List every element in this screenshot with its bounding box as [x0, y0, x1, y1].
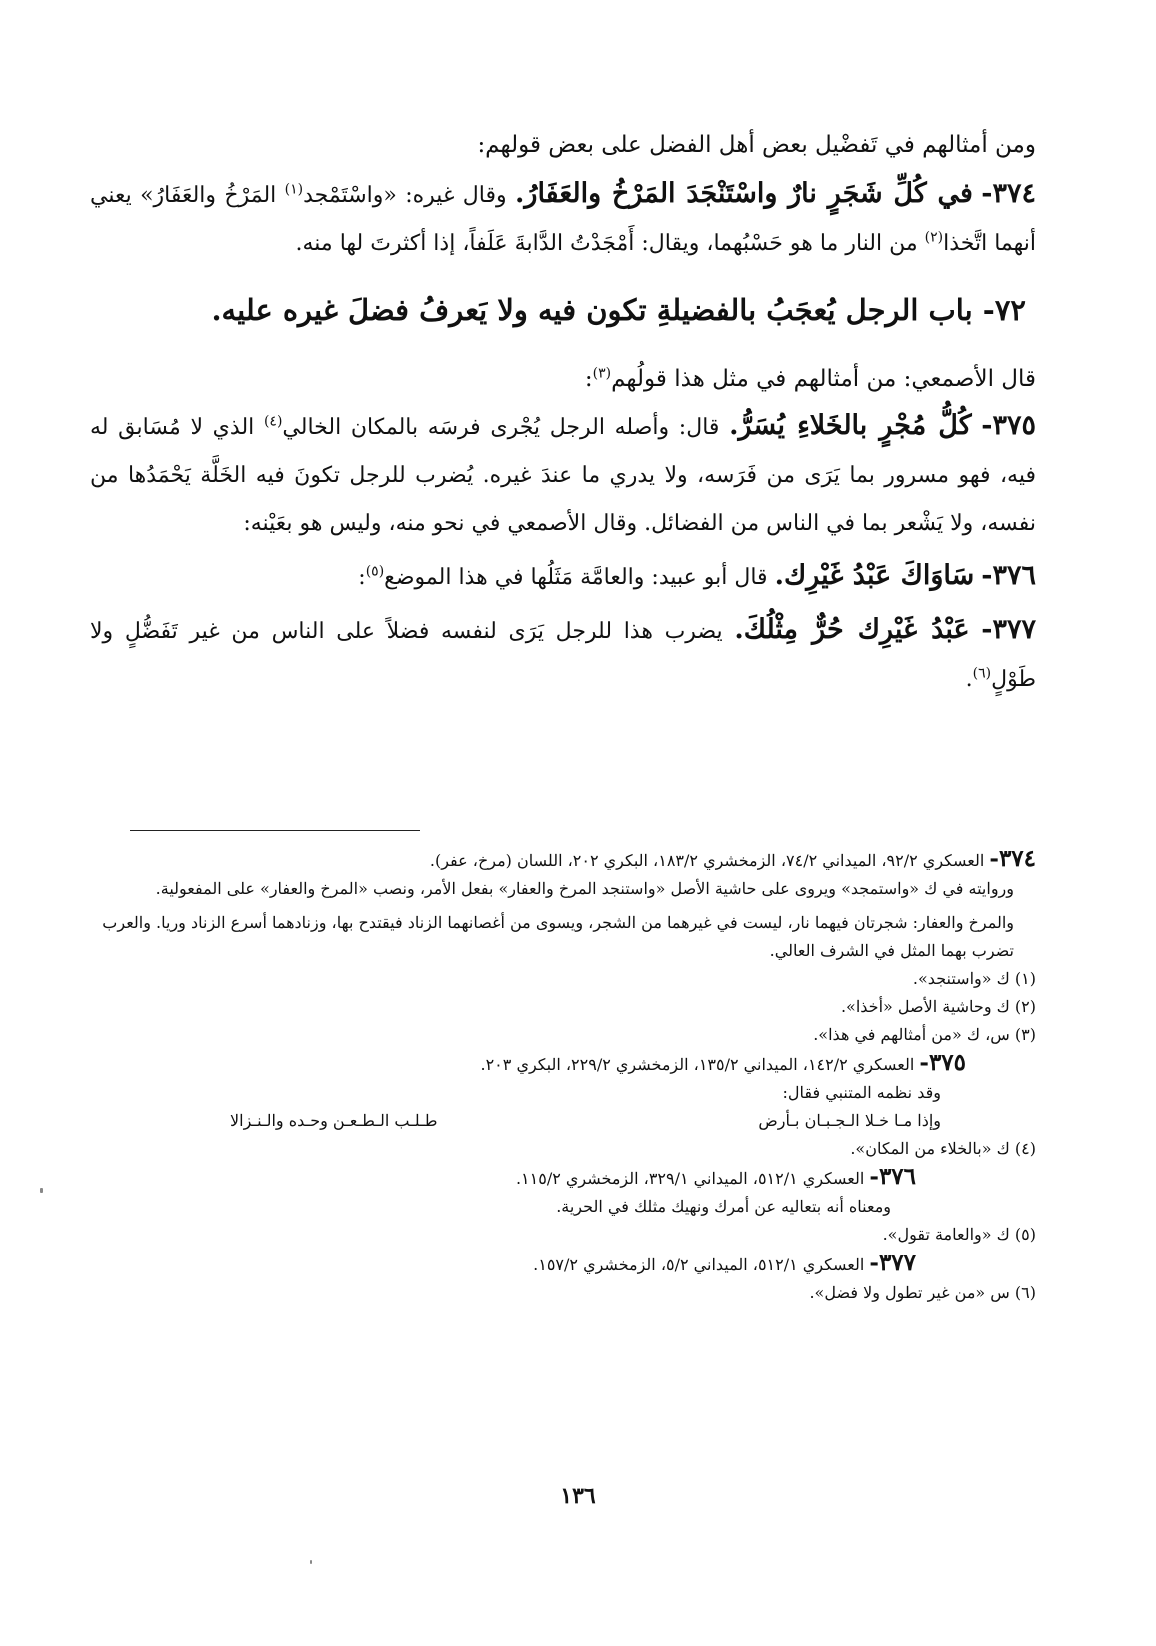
footnote-3: (٣) س، ك «من أمثالهم في هذا». [813, 1025, 1036, 1044]
footnote-mark: (٥) [365, 563, 385, 580]
entry-number: ٣٧٦- [981, 560, 1036, 591]
proverb-entry-376 [90, 552, 1036, 602]
note-377 [90, 1249, 916, 1279]
entry-commentary: قال: وأصله الرجل يُجْرى فرسَه بالمكان الخالي [282, 415, 730, 440]
footnote-mark: (٢) [924, 229, 944, 246]
footnote-4: (٤) ك «بالخلاء من المكان». [850, 1139, 1036, 1158]
poem-first-hemistich: وإذا مـا خـلا الـجـبـان بـأرض [758, 1111, 941, 1130]
entry-commentary: قال أبو عبيد: والعامَّة مَثَلُها في هذا الموضع [384, 565, 775, 590]
scan-speck [310, 1560, 312, 1564]
note-375 [90, 1049, 966, 1079]
period: . [965, 667, 973, 692]
poem-verse [90, 1107, 976, 1135]
footnote-mark: (٣) [592, 365, 612, 382]
footnote-mark: (٦) [972, 665, 992, 682]
footnotes [90, 845, 1036, 1307]
proverb-entry-377 [90, 606, 1036, 704]
entry-commentary: المَرْخُ والعَفَارُ» يعني أنهما اتَّخذا [90, 183, 1036, 256]
note-number: ٣٧٤- [989, 845, 1036, 872]
footnote-1: (١) ك «واستنجد». [912, 969, 1036, 988]
footnote-5: (٥) ك «والعامة تقول». [882, 1225, 1036, 1244]
note-375-sub: وقد نظمه المتنبي فقال: [782, 1083, 941, 1102]
note-sources: العسكري ٩٢/٢، الميداني ٧٤/٢، الزمخشري ١٨٣/٢، البكري ٢٠٢، اللسان (مرخ، عفر). [429, 851, 990, 870]
footnote-6: (٦) س «من غير تطول ولا فضل». [809, 1283, 1036, 1302]
note-376-sub: ومعناه أنه بتعاليه عن أمرك ونهيك مثلك في الحرية. [556, 1197, 891, 1216]
footnote-2: (٢) ك وحاشية الأصل «أخذا». [840, 997, 1036, 1016]
note-374-gloss: والمرخ والعفار: شجرتان فيهما نار، ليست في غيرهما من الشجر، ويسوى من أغصانهما الزناد فيقتدح بها، وزنادهما أسرع الزناد وريا. والعرب تضرب بهما المثل في الشرف العالي. [102, 913, 1014, 960]
note-374 [90, 845, 1036, 875]
note-number: ٣٧٦- [869, 1163, 916, 1190]
scan-speck [40, 1188, 43, 1193]
proverb-entry-374 [90, 170, 1036, 268]
footnote-mark: (١) [284, 181, 304, 198]
proverb-text: في كُلِّ شَجَرٍ نارٌ واسْتَنْجَدَ المَرْخُ والعَفَارُ. [515, 178, 973, 209]
entry-commentary: الذي لا مُسَابق له فيه، فهو مسرور بما يَرَى من فَرَسه، ولا يدري ما عندَ غيره. يُضرب للرجل تكونَ فيه الخَلَّة يَحْمَدُها من نفسه، ولا يَشْعر بما في الناس من الفضائل. وقال الأصمعي في نحو منه، وليس هو بعَيْنه: [90, 415, 1036, 536]
entry-commentary: يضرب هذا للرجل يَرَى لنفسه فضلاً على الناس من غير تَفَضُّلٍ ولا طَوْلٍ [90, 619, 1036, 692]
asmai-intro [90, 356, 1036, 402]
note-number: ٣٧٧- [869, 1249, 916, 1276]
intro-paragraph: ومن أمثالهم في تَفضْيل بعض أهل الفضل على بعض قولهم: [477, 132, 1036, 158]
colon: : [358, 565, 366, 590]
entry-commentary: من النار ما هو حَسْبُهما، ويقال: أَمْجَدْتُ الدَّابةَ عَلَفاً، إذا أكثرتَ لها منه. [295, 231, 925, 256]
entry-number: ٣٧٤- [981, 178, 1037, 209]
proverb-text: عَبْدُ غَيْرِك حُرٌّ مِثْلُكَ. [734, 614, 970, 645]
note-374-variant: وروايته في ك «واستمجد» ويروى على حاشية الأصل «واستنجد المرخ والعفار» بفعل الأمر، ونصب «المرخ والعفار» على المفعولية. [155, 879, 1014, 898]
page-number: ١٣٦ [560, 1483, 596, 1509]
note-sources: العسكري ٥١٢/١، الميداني ٥/٢، الزمخشري ١٥٧/٢. [533, 1255, 870, 1274]
asmai-intro-text: قال الأصمعي: من أمثالهم في مثل هذا قولُهم [611, 366, 1036, 392]
footnote-divider [130, 830, 420, 831]
colon: : [584, 366, 593, 392]
poem-second-hemistich: طـلـب الـطـعـن وحـده والـنـزالا [230, 1111, 438, 1130]
proverb-text: سَاوَاكَ عَبْدُ غَيْرِك. [774, 560, 975, 591]
entry-number: ٣٧٥- [981, 410, 1036, 441]
note-number: ٣٧٥- [919, 1049, 966, 1076]
note-sources: العسكري ٥١٢/١، الميداني ٣٢٩/١، الزمخشري ١١٥/٢. [515, 1169, 870, 1188]
chapter-heading: ٧٢- باب الرجل يُعجَبُ بالفضيلةِ تكون فيه ولا يَعرفُ فضلَ غيره عليه. [211, 293, 1026, 327]
note-376 [90, 1163, 916, 1193]
footnote-mark: (٤) [263, 413, 283, 430]
proverb-text: كُلُّ مُجْرٍ بالخَلاءِ يُسَرُّ. [729, 410, 972, 441]
main-text [90, 122, 1036, 708]
proverb-entry-375 [90, 402, 1036, 548]
entry-number: ٣٧٧- [981, 614, 1037, 645]
entry-commentary: وقال غيره: «واسْتَمْجد [303, 183, 515, 208]
note-sources: العسكري ١٤٢/٢، الميداني ١٣٥/٢، الزمخشري ٢٢٩/٢، البكري ٢٠٣. [480, 1055, 920, 1074]
